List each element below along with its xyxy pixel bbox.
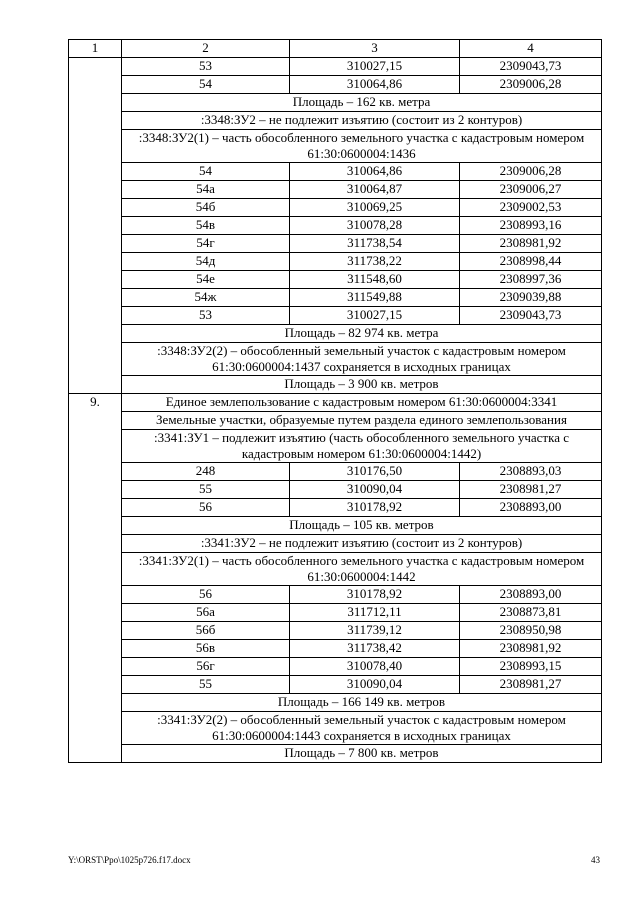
y-coordinate-cell: 2308997,36 — [460, 271, 602, 289]
point-id-cell: 54 — [122, 163, 290, 181]
point-id-cell: 55 — [122, 481, 290, 499]
x-coordinate-cell: 310069,25 — [290, 199, 460, 217]
description-row — [69, 553, 602, 586]
coordinate-row — [69, 622, 602, 640]
point-id-cell: 56в — [122, 640, 290, 658]
description-row — [69, 745, 602, 763]
coordinate-row — [69, 235, 602, 253]
description-cell: Площадь – 162 кв. метра — [122, 94, 602, 112]
y-coordinate-cell: 2309043,73 — [460, 58, 602, 76]
y-coordinate-cell: 2308893,00 — [460, 586, 602, 604]
x-coordinate-cell: 311738,54 — [290, 235, 460, 253]
description-cell: :3341:ЗУ2(2) – обособленный земельный участок с кадастровым номером 61:30:0600004:1443 сохраняется в исходных границах — [122, 712, 602, 745]
y-coordinate-cell: 2308873,81 — [460, 604, 602, 622]
y-coordinate-cell: 2309039,88 — [460, 289, 602, 307]
x-coordinate-cell: 310178,92 — [290, 499, 460, 517]
description-row — [69, 412, 602, 430]
coordinate-row — [69, 181, 602, 199]
point-id-cell: 54б — [122, 199, 290, 217]
point-id-cell: 56б — [122, 622, 290, 640]
description-cell: Площадь – 166 149 кв. метров — [122, 694, 602, 712]
parcel-table-body — [69, 40, 602, 763]
x-coordinate-cell: 310090,04 — [290, 481, 460, 499]
file-path: Y:\ORST\Ppo\1025p726.f17.docx — [68, 855, 191, 865]
y-coordinate-cell: 2309002,53 — [460, 199, 602, 217]
point-id-cell: 54в — [122, 217, 290, 235]
x-coordinate-cell: 311739,12 — [290, 622, 460, 640]
y-coordinate-cell: 2309043,73 — [460, 307, 602, 325]
x-coordinate-cell: 310064,87 — [290, 181, 460, 199]
description-row — [69, 376, 602, 394]
x-coordinate-cell: 310027,15 — [290, 58, 460, 76]
description-cell: :3341:ЗУ1 – подлежит изъятию (часть обособленного земельного участка с кадастровым номером 61:30:0600004:1442) — [122, 430, 602, 463]
y-coordinate-cell: 2308950,98 — [460, 622, 602, 640]
y-coordinate-cell: 2309006,28 — [460, 163, 602, 181]
description-row — [69, 130, 602, 163]
description-cell: Площадь – 3 900 кв. метров — [122, 376, 602, 394]
coordinate-row — [69, 307, 602, 325]
x-coordinate-cell: 310027,15 — [290, 307, 460, 325]
x-coordinate-cell: 311738,42 — [290, 640, 460, 658]
description-cell: Площадь – 7 800 кв. метров — [122, 745, 602, 763]
coordinate-row — [69, 499, 602, 517]
description-row — [69, 535, 602, 553]
y-coordinate-cell: 2308981,92 — [460, 640, 602, 658]
x-coordinate-cell: 310064,86 — [290, 76, 460, 94]
x-coordinate-cell: 311712,11 — [290, 604, 460, 622]
page-number: 43 — [591, 855, 600, 865]
point-id-cell: 56г — [122, 658, 290, 676]
item-number-cell: 9. — [69, 394, 122, 763]
point-id-cell: 248 — [122, 463, 290, 481]
point-id-cell: 56 — [122, 499, 290, 517]
header-row — [69, 40, 602, 58]
y-coordinate-cell: 2308981,27 — [460, 676, 602, 694]
description-row — [69, 112, 602, 130]
coordinate-row — [69, 658, 602, 676]
x-coordinate-cell: 310176,50 — [290, 463, 460, 481]
point-id-cell: 54 — [122, 76, 290, 94]
coordinate-row — [69, 604, 602, 622]
coordinate-row — [69, 199, 602, 217]
point-id-cell: 54е — [122, 271, 290, 289]
y-coordinate-cell: 2308893,00 — [460, 499, 602, 517]
coordinate-row — [69, 76, 602, 94]
description-row — [69, 430, 602, 463]
x-coordinate-cell: 311549,88 — [290, 289, 460, 307]
header-col-2: 2 — [122, 40, 290, 58]
header-col-1: 1 — [69, 40, 122, 58]
point-id-cell: 54а — [122, 181, 290, 199]
x-coordinate-cell: 310178,92 — [290, 586, 460, 604]
description-cell: Единое землепользование с кадастровым номером 61:30:0600004:3341 — [122, 394, 602, 412]
point-id-cell: 53 — [122, 307, 290, 325]
y-coordinate-cell: 2309006,27 — [460, 181, 602, 199]
coordinate-row — [69, 676, 602, 694]
point-id-cell: 56а — [122, 604, 290, 622]
header-col-3: 3 — [290, 40, 460, 58]
x-coordinate-cell: 310090,04 — [290, 676, 460, 694]
coordinate-row — [69, 271, 602, 289]
coordinate-row — [69, 289, 602, 307]
y-coordinate-cell: 2308993,16 — [460, 217, 602, 235]
description-row — [69, 325, 602, 343]
y-coordinate-cell: 2308998,44 — [460, 253, 602, 271]
description-row — [69, 343, 602, 376]
x-coordinate-cell: 310064,86 — [290, 163, 460, 181]
description-cell: :3348:ЗУ2 – не подлежит изъятию (состоит из 2 контуров) — [122, 112, 602, 130]
x-coordinate-cell: 310078,28 — [290, 217, 460, 235]
description-row — [69, 394, 602, 412]
header-col-4: 4 — [460, 40, 602, 58]
point-id-cell: 53 — [122, 58, 290, 76]
description-row — [69, 694, 602, 712]
description-cell: :3348:ЗУ2(1) – часть обособленного земельного участка с кадастровым номером 61:30:0600004:1436 — [122, 130, 602, 163]
coordinate-row — [69, 217, 602, 235]
y-coordinate-cell: 2308981,92 — [460, 235, 602, 253]
coordinate-row — [69, 586, 602, 604]
y-coordinate-cell: 2308981,27 — [460, 481, 602, 499]
description-row — [69, 712, 602, 745]
description-cell: :3341:ЗУ2(1) – часть обособленного земельного участка с кадастровым номером 61:30:0600004:1442 — [122, 553, 602, 586]
point-id-cell: 55 — [122, 676, 290, 694]
coordinate-row — [69, 163, 602, 181]
x-coordinate-cell: 311548,60 — [290, 271, 460, 289]
point-id-cell: 54д — [122, 253, 290, 271]
point-id-cell: 56 — [122, 586, 290, 604]
description-row — [69, 517, 602, 535]
x-coordinate-cell: 311738,22 — [290, 253, 460, 271]
x-coordinate-cell: 310078,40 — [290, 658, 460, 676]
point-id-cell: 54ж — [122, 289, 290, 307]
description-cell: :3341:ЗУ2 – не подлежит изъятию (состоит из 2 контуров) — [122, 535, 602, 553]
coordinate-row — [69, 58, 602, 76]
y-coordinate-cell: 2309006,28 — [460, 76, 602, 94]
description-cell: Площадь – 82 974 кв. метра — [122, 325, 602, 343]
item-number-cell — [69, 58, 122, 394]
coordinate-row — [69, 463, 602, 481]
description-cell: Земельные участки, образуемые путем раздела единого землепользования — [122, 412, 602, 430]
parcel-table — [68, 39, 602, 763]
coordinate-row — [69, 640, 602, 658]
y-coordinate-cell: 2308893,03 — [460, 463, 602, 481]
point-id-cell: 54г — [122, 235, 290, 253]
description-row — [69, 94, 602, 112]
y-coordinate-cell: 2308993,15 — [460, 658, 602, 676]
description-cell: Площадь – 105 кв. метров — [122, 517, 602, 535]
description-cell: :3348:ЗУ2(2) – обособленный земельный участок с кадастровым номером 61:30:0600004:1437 сохраняется в исходных границах — [122, 343, 602, 376]
coordinate-row — [69, 481, 602, 499]
coordinate-row — [69, 253, 602, 271]
